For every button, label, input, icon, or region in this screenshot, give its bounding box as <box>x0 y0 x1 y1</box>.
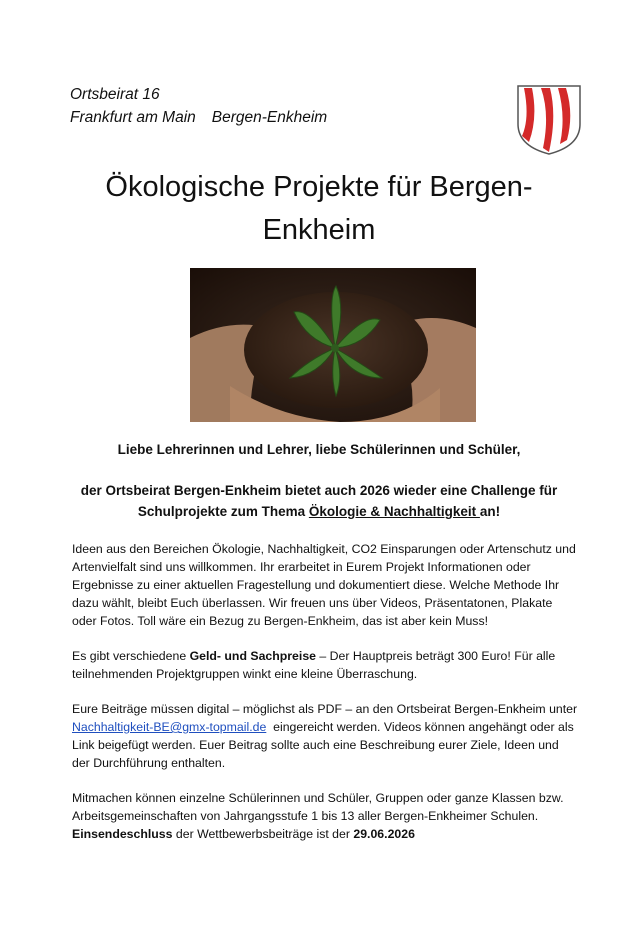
paragraph-participation: Mitmachen können einzelne Schülerinnen und Schüler, Gruppen oder ganze Klassen bzw. Arbeitsgemeinschaften von Jahrgangsstufe 1 bis 13 aller Bergen-Enkheimer Schulen. Einsendeschluss der Wettbewerbsbeiträge ist der 29.06.2026 <box>72 791 564 841</box>
council-name: Ortsbeirat 16 <box>70 86 160 103</box>
city: Frankfurt am Main <box>70 109 196 126</box>
page-title: Ökologische Projekte für Bergen- Enkheim <box>105 171 533 246</box>
greeting: Liebe Lehrerinnen und Lehrer, liebe Schülerinnen und Schüler, <box>117 442 521 457</box>
letterhead <box>70 83 327 129</box>
topic-highlight: Ökologie & Nachhaltigkeit <box>308 504 480 519</box>
council-location <box>70 106 327 129</box>
coat-of-arms-icon <box>516 84 582 156</box>
paragraph-ideas: Ideen aus den Bereichen Ökologie, Nachhaltigkeit, CO2 Einsparungen oder Artenschutz und Artenvielfalt sind uns willkommen. Ihr erarbeitet in Eurem Projekt Informationen oder Ergebnisse zu einer aktuellen Fragestellung und dokumentiert diese. Welche Methode Ihr dazu wählt, bleibt Euch überlassen. Wir freuen uns über Videos, Präsentatonen, Plakate oder Fotos. Toll wäre ein Bezug zu Bergen-Enkheim, das ist aber kein Muss! <box>72 542 576 628</box>
seedling-photo <box>190 268 476 422</box>
paragraph-submission: Eure Beiträge müssen digital – möglichst als PDF – an den Ortsbeirat Bergen-Enkheim unter Nachhaltigkeit-BE@gmx-topmail.de eingereicht werden. Videos können angehängt oder als Link beigefügt werden. Euer Beitrag sollte auch eine Beschreibung eurer Ziele, Ideen und der Durchführung enthalten. <box>72 702 578 770</box>
deadline-date: 29.06.2026 <box>353 827 415 841</box>
paragraph-prizes: Es gibt verschiedene Geld- und Sachpreise – Der Hauptpreis beträgt 300 Euro! Für alle teilnehmenden Projektgruppen winkt eine kleine Überraschung. <box>72 649 556 681</box>
body-text <box>72 540 592 860</box>
district: Bergen-Enkheim <box>211 109 328 126</box>
intro-text: der Ortsbeirat Bergen-Enkheim bietet auch 2026 wieder eine Challenge für Schulprojekte zum Thema Ökologie & Nachhaltigkeit an! <box>80 483 558 519</box>
email-link[interactable]: Nachhaltigkeit-BE@gmx-topmail.de <box>72 720 267 734</box>
